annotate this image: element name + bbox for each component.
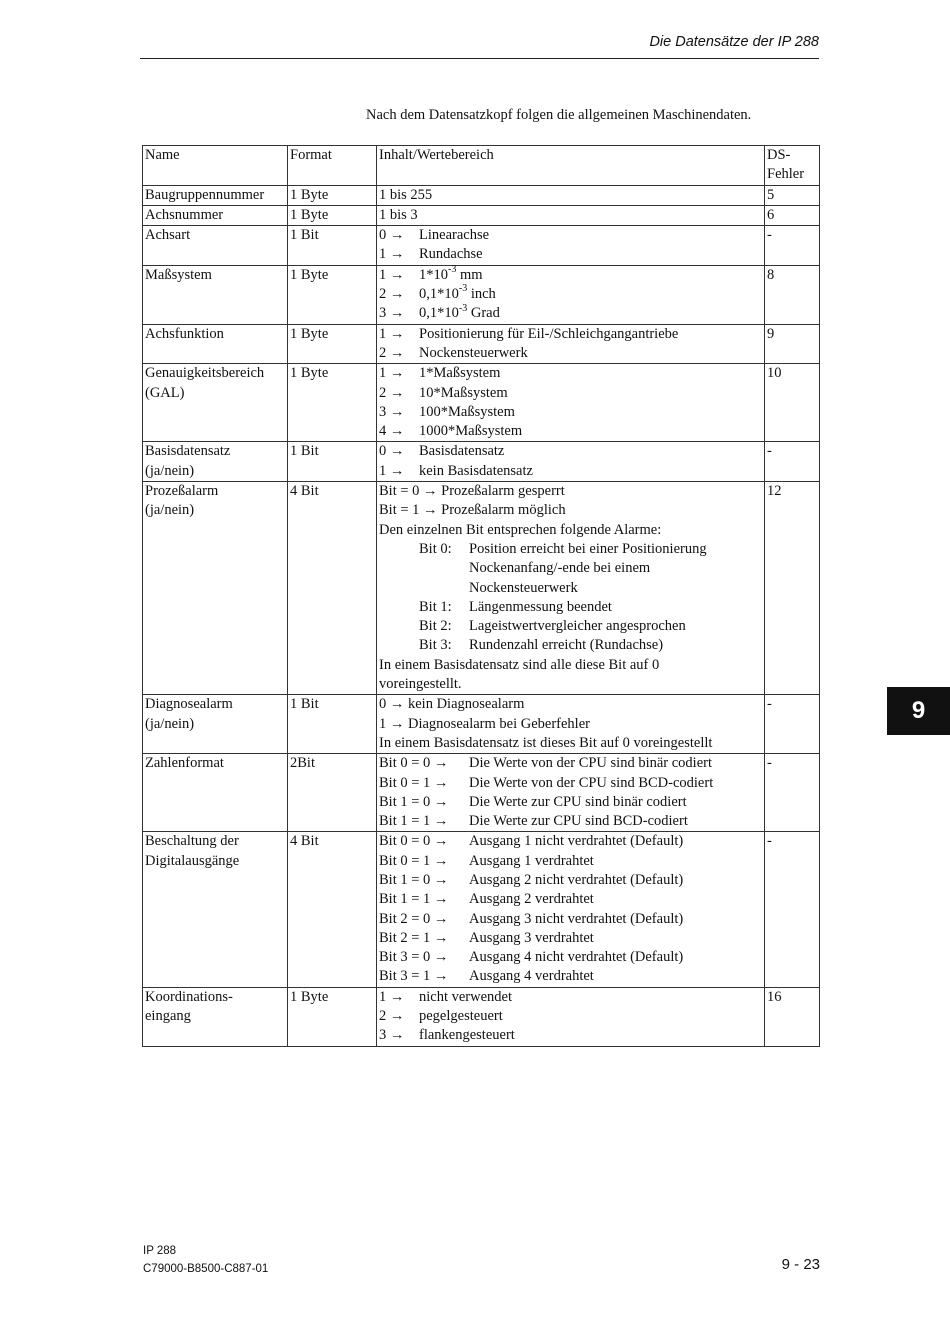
cell-name: Achsart	[143, 226, 288, 266]
cell-name: Prozeßalarm (ja/nein)	[143, 482, 288, 695]
header-content: Inhalt/Wertebereich	[377, 146, 765, 186]
machine-data-table	[142, 145, 820, 1047]
cell-format: 1 Byte	[288, 364, 377, 442]
cell-name: Diagnosealarm (ja/nein)	[143, 695, 288, 754]
cell-format: 1 Byte	[288, 265, 377, 324]
cell-format: 4 Bit	[288, 482, 377, 695]
table-row	[143, 442, 820, 482]
cell-content: 1 bis 3	[377, 205, 765, 225]
table-row	[143, 754, 820, 832]
cell-name: Genauigkeitsbereich (GAL)	[143, 364, 288, 442]
table-row	[143, 205, 820, 225]
cell-ds-error: -	[765, 695, 820, 754]
cell-name: Baugruppennummer	[143, 185, 288, 205]
table-row	[143, 987, 820, 1046]
cell-name: Basisdatensatz (ja/nein)	[143, 442, 288, 482]
cell-ds-error: 6	[765, 205, 820, 225]
header-format: Format	[288, 146, 377, 186]
running-title: Die Datensätze der IP 288	[649, 34, 819, 50]
cell-ds-error: 8	[765, 265, 820, 324]
cell-content: 0 → kein Diagnosealarm 1 → Diagnosealarm bei Geberfehler In einem Basisdatensatz ist dieses Bit auf 0 voreingestellt	[377, 695, 765, 754]
cell-name: Koordinations- eingang	[143, 987, 288, 1046]
cell-format: 1 Byte	[288, 185, 377, 205]
cell-format: 2Bit	[288, 754, 377, 832]
intro-text: Nach dem Datensatzkopf folgen die allgemeinen Maschinendaten.	[366, 107, 752, 123]
cell-name: Zahlenformat	[143, 754, 288, 832]
footer-order-number: C79000-B8500-C887-01	[143, 1263, 269, 1275]
header-ds-error: DS- Fehler	[765, 146, 820, 186]
cell-ds-error: -	[765, 226, 820, 266]
table-row	[143, 185, 820, 205]
cell-content: Bit 0 = 0 → Ausgang 1 nicht verdrahtet (Default) Bit 0 = 1 → Ausgang 1 verdrahtet Bit 1 = 0 → Ausgang 2 nicht verdrahtet (Default) Bit 1 = 1 → Ausgang 2 verdrahtet Bit 2 = 0 → Ausgang 3 nicht verdrahtet (Default) Bit 2 = 1 → Ausgang 3 verdrahtet Bit 3 = 0 → Ausgang 4 nicht verdrahtet (Default) Bit 3 = 1 → Ausgang 4 verdrahtet	[377, 832, 765, 987]
cell-format: 1 Byte	[288, 205, 377, 225]
cell-content: 1 bis 255	[377, 185, 765, 205]
cell-content: Bit 0 = 0 → Die Werte von der CPU sind binär codiert Bit 0 = 1 → Die Werte von der CPU sind BCD-codiert Bit 1 = 0 → Die Werte zur CPU sind binär codiert Bit 1 = 1 → Die Werte zur CPU sind BCD-codiert	[377, 754, 765, 832]
cell-content: 1 → nicht verwendet 2 → pegelgesteuert 3 → flankengesteuert	[377, 987, 765, 1046]
cell-ds-error: -	[765, 442, 820, 482]
cell-name: Maßsystem	[143, 265, 288, 324]
page-number: 9 - 23	[781, 1256, 820, 1273]
table-row	[143, 324, 820, 364]
cell-format: 1 Bit	[288, 226, 377, 266]
table-body	[143, 185, 820, 1046]
table-row	[143, 265, 820, 324]
table-header-row	[143, 146, 820, 186]
table-row	[143, 226, 820, 266]
cell-content: 1 → Positionierung für Eil-/Schleichgangantriebe 2 → Nockensteuerwerk	[377, 324, 765, 364]
cell-name: Achsfunktion	[143, 324, 288, 364]
cell-ds-error: 16	[765, 987, 820, 1046]
cell-content: Bit = 0 → Prozeßalarm gesperrt Bit = 1 → Prozeßalarm möglich Den einzelnen Bit entsprechen folgende Alarme: Bit 0: Position erreicht bei einer Positionierung Nockenanfang/-ende bei einem Nockensteuerwerk Bit 1: Längenmessung beendet Bit 2: Lageistwertvergleicher angesprochen Bit 3: Rundenzahl erreicht (Rundachse) In einem Basisdatensatz sind alle diese Bit auf 0 voreingestellt.	[377, 482, 765, 695]
cell-format: 1 Byte	[288, 324, 377, 364]
table-row	[143, 832, 820, 987]
chapter-tab: 9	[887, 687, 950, 735]
cell-ds-error: 5	[765, 185, 820, 205]
cell-name: Beschaltung der Digitalausgänge	[143, 832, 288, 987]
cell-ds-error: -	[765, 754, 820, 832]
table-row	[143, 695, 820, 754]
cell-format: 4 Bit	[288, 832, 377, 987]
cell-content: 0 → Basisdatensatz 1 → kein Basisdatensatz	[377, 442, 765, 482]
table-row	[143, 364, 820, 442]
cell-content: 1 → 1*Maßsystem 2 → 10*Maßsystem 3 → 100*Maßsystem 4 → 1000*Maßsystem	[377, 364, 765, 442]
cell-format: 1 Byte	[288, 987, 377, 1046]
cell-ds-error: -	[765, 832, 820, 987]
header-rule	[140, 58, 819, 59]
header-name: Name	[143, 146, 288, 186]
footer-product: IP 288	[143, 1245, 177, 1257]
cell-format: 1 Bit	[288, 695, 377, 754]
cell-ds-error: 10	[765, 364, 820, 442]
cell-format: 1 Bit	[288, 442, 377, 482]
cell-name: Achsnummer	[143, 205, 288, 225]
cell-content: $1 \to 1*10^{-3}$ mm $2 \to 0,1*10^{-3}$ inch $3 \to 0,1*10^{-3}$ Grad	[377, 265, 765, 324]
footer-left	[143, 1242, 268, 1278]
cell-ds-error: 12	[765, 482, 820, 695]
table-row	[143, 482, 820, 695]
cell-ds-error: 9	[765, 324, 820, 364]
cell-content: 0 → Linearachse 1 → Rundachse	[377, 226, 765, 266]
